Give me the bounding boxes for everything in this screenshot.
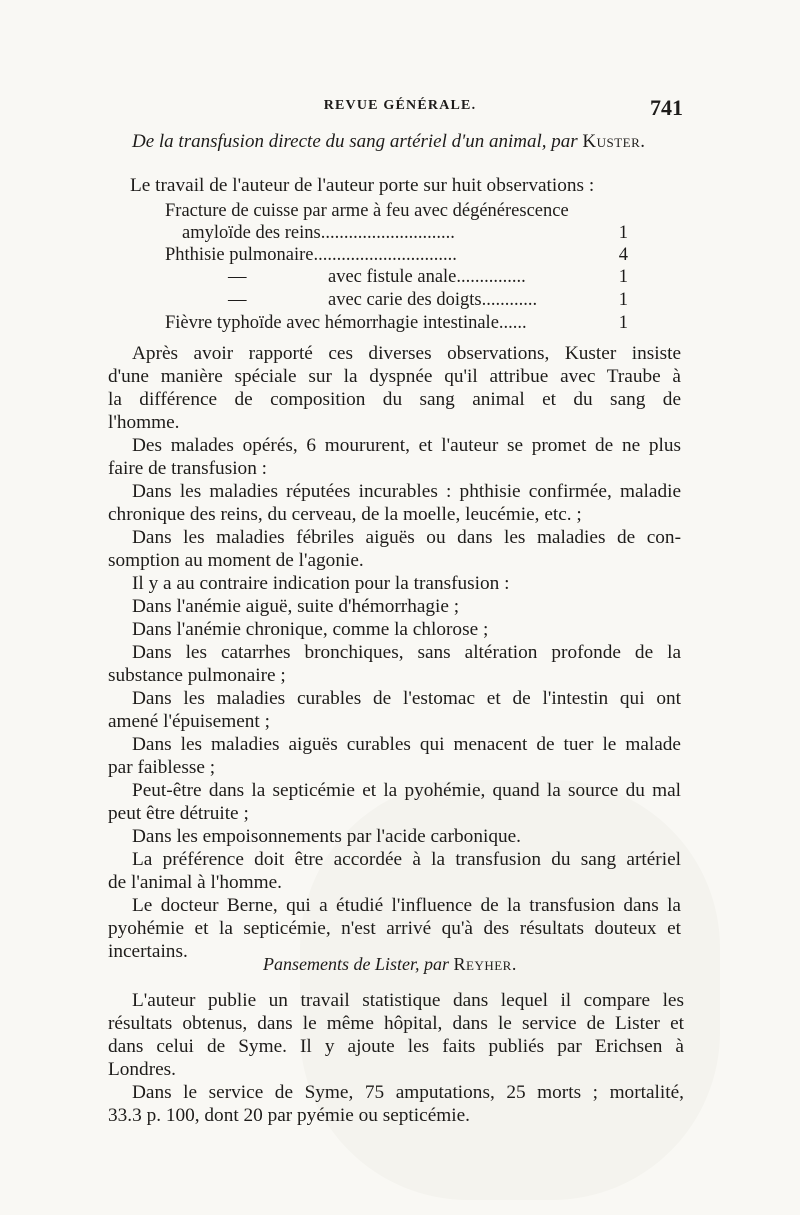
- observation-4-dash: —: [228, 290, 247, 310]
- article-1-title-text: De la transfusion directe du sang artériel d'un animal, par: [132, 131, 578, 152]
- body-line: Dans les catarrhes bronchiques, sans altération profonde de la: [132, 642, 681, 663]
- body-line: somption au moment de l'agonie.: [108, 550, 364, 571]
- observation-4-count: 1: [618, 290, 628, 310]
- body-line: dans celui de Syme. Il y ajoute les faits publiés par Erichsen à: [108, 1036, 684, 1057]
- observation-2-label: Phthisie pulmonaire...............................: [165, 245, 457, 265]
- body-line: Dans les maladies fébriles aiguës ou dans les maladies de con-: [132, 527, 681, 548]
- body-line: Dans les maladies aiguës curables qui menacent de tuer le malade: [132, 734, 681, 755]
- running-title: REVUE GÉNÉRALE.: [323, 98, 477, 113]
- observation-3-label: avec fistule anale...............: [328, 267, 526, 287]
- body-line: Dans les maladies réputées incurables : phthisie confirmée, maladie: [132, 481, 681, 502]
- observation-2-count: 4: [618, 245, 628, 265]
- body-line: Dans l'anémie chronique, comme la chlorose ;: [132, 619, 489, 640]
- observation-5-label: Fièvre typhoïde avec hémorrhagie intestinale......: [165, 313, 527, 333]
- body-line: par faiblesse ;: [108, 757, 216, 778]
- observation-1-line-1: Fracture de cuisse par arme à feu avec dégénérescence: [165, 201, 569, 221]
- body-line: pyohémie et la septicémie, n'est arrivé qu'à des résultats douteux et: [108, 918, 681, 939]
- observation-3-count: 1: [618, 267, 628, 287]
- body-line: Londres.: [108, 1059, 177, 1080]
- body-line: Dans les empoisonnements par l'acide carbonique.: [132, 826, 521, 847]
- article-2-title: [263, 954, 517, 975]
- body-line: Des malades opérés, 6 moururent, et l'auteur se promet de ne plus: [132, 435, 681, 456]
- body-line: d'une manière spéciale sur la dyspnée qu'il attribue avec Traube à: [108, 366, 681, 387]
- observation-1-line-2: amyloïde des reins.............................: [182, 223, 455, 243]
- article-1-title: [132, 131, 646, 153]
- article-2-author: Reyher.: [453, 954, 517, 974]
- body-line: substance pulmonaire ;: [108, 665, 286, 686]
- body-line: peut être détruite ;: [108, 803, 249, 824]
- body-line: 33.3 p. 100, dont 20 par pyémie ou septicémie.: [108, 1105, 470, 1126]
- body-line: Il y a au contraire indication pour la transfusion :: [132, 573, 510, 594]
- body-line: Dans le service de Syme, 75 amputations, 25 morts ; mortalité,: [132, 1082, 684, 1103]
- body-line: La préférence doit être accordée à la transfusion du sang artériel: [132, 849, 681, 870]
- observation-5-count: 1: [618, 313, 628, 333]
- body-line: Le docteur Berne, qui a étudié l'influence de la transfusion dans la: [132, 895, 681, 916]
- observation-1-count: 1: [618, 223, 628, 243]
- article-1-author: Kuster.: [582, 131, 646, 152]
- body-line: chronique des reins, du cerveau, de la moelle, leucémie, etc. ;: [108, 504, 582, 525]
- page-number: 741: [650, 95, 683, 120]
- body-line: incertains.: [108, 941, 188, 962]
- body-line: faire de transfusion :: [108, 458, 268, 479]
- observation-4-label: avec carie des doigts............: [328, 290, 538, 310]
- body-line: Dans l'anémie aiguë, suite d'hémorrhagie ;: [132, 596, 460, 617]
- body-line: résultats obtenus, dans le même hôpital, dans le service de Lister et: [108, 1013, 684, 1034]
- body-line: Dans les maladies curables de l'estomac et de l'intestin qui ont: [132, 688, 681, 709]
- article-2-title-text: Pansements de Lister, par: [263, 954, 449, 974]
- body-line: de l'animal à l'homme.: [108, 872, 283, 893]
- body-line: la différence de composition du sang animal et du sang de: [108, 389, 681, 410]
- body-line: Après avoir rapporté ces diverses observations, Kuster insiste: [132, 343, 681, 364]
- body-line: L'auteur publie un travail statistique dans lequel il compare les: [132, 990, 684, 1011]
- intro-line: Le travail de l'auteur de l'auteur porte sur huit observations :: [130, 175, 595, 196]
- body-line: l'homme.: [108, 412, 180, 433]
- body-line: Peut-être dans la septicémie et la pyohémie, quand la source du mal: [132, 780, 681, 801]
- observation-3-dash: —: [228, 267, 247, 287]
- body-line: amené l'épuisement ;: [108, 711, 270, 732]
